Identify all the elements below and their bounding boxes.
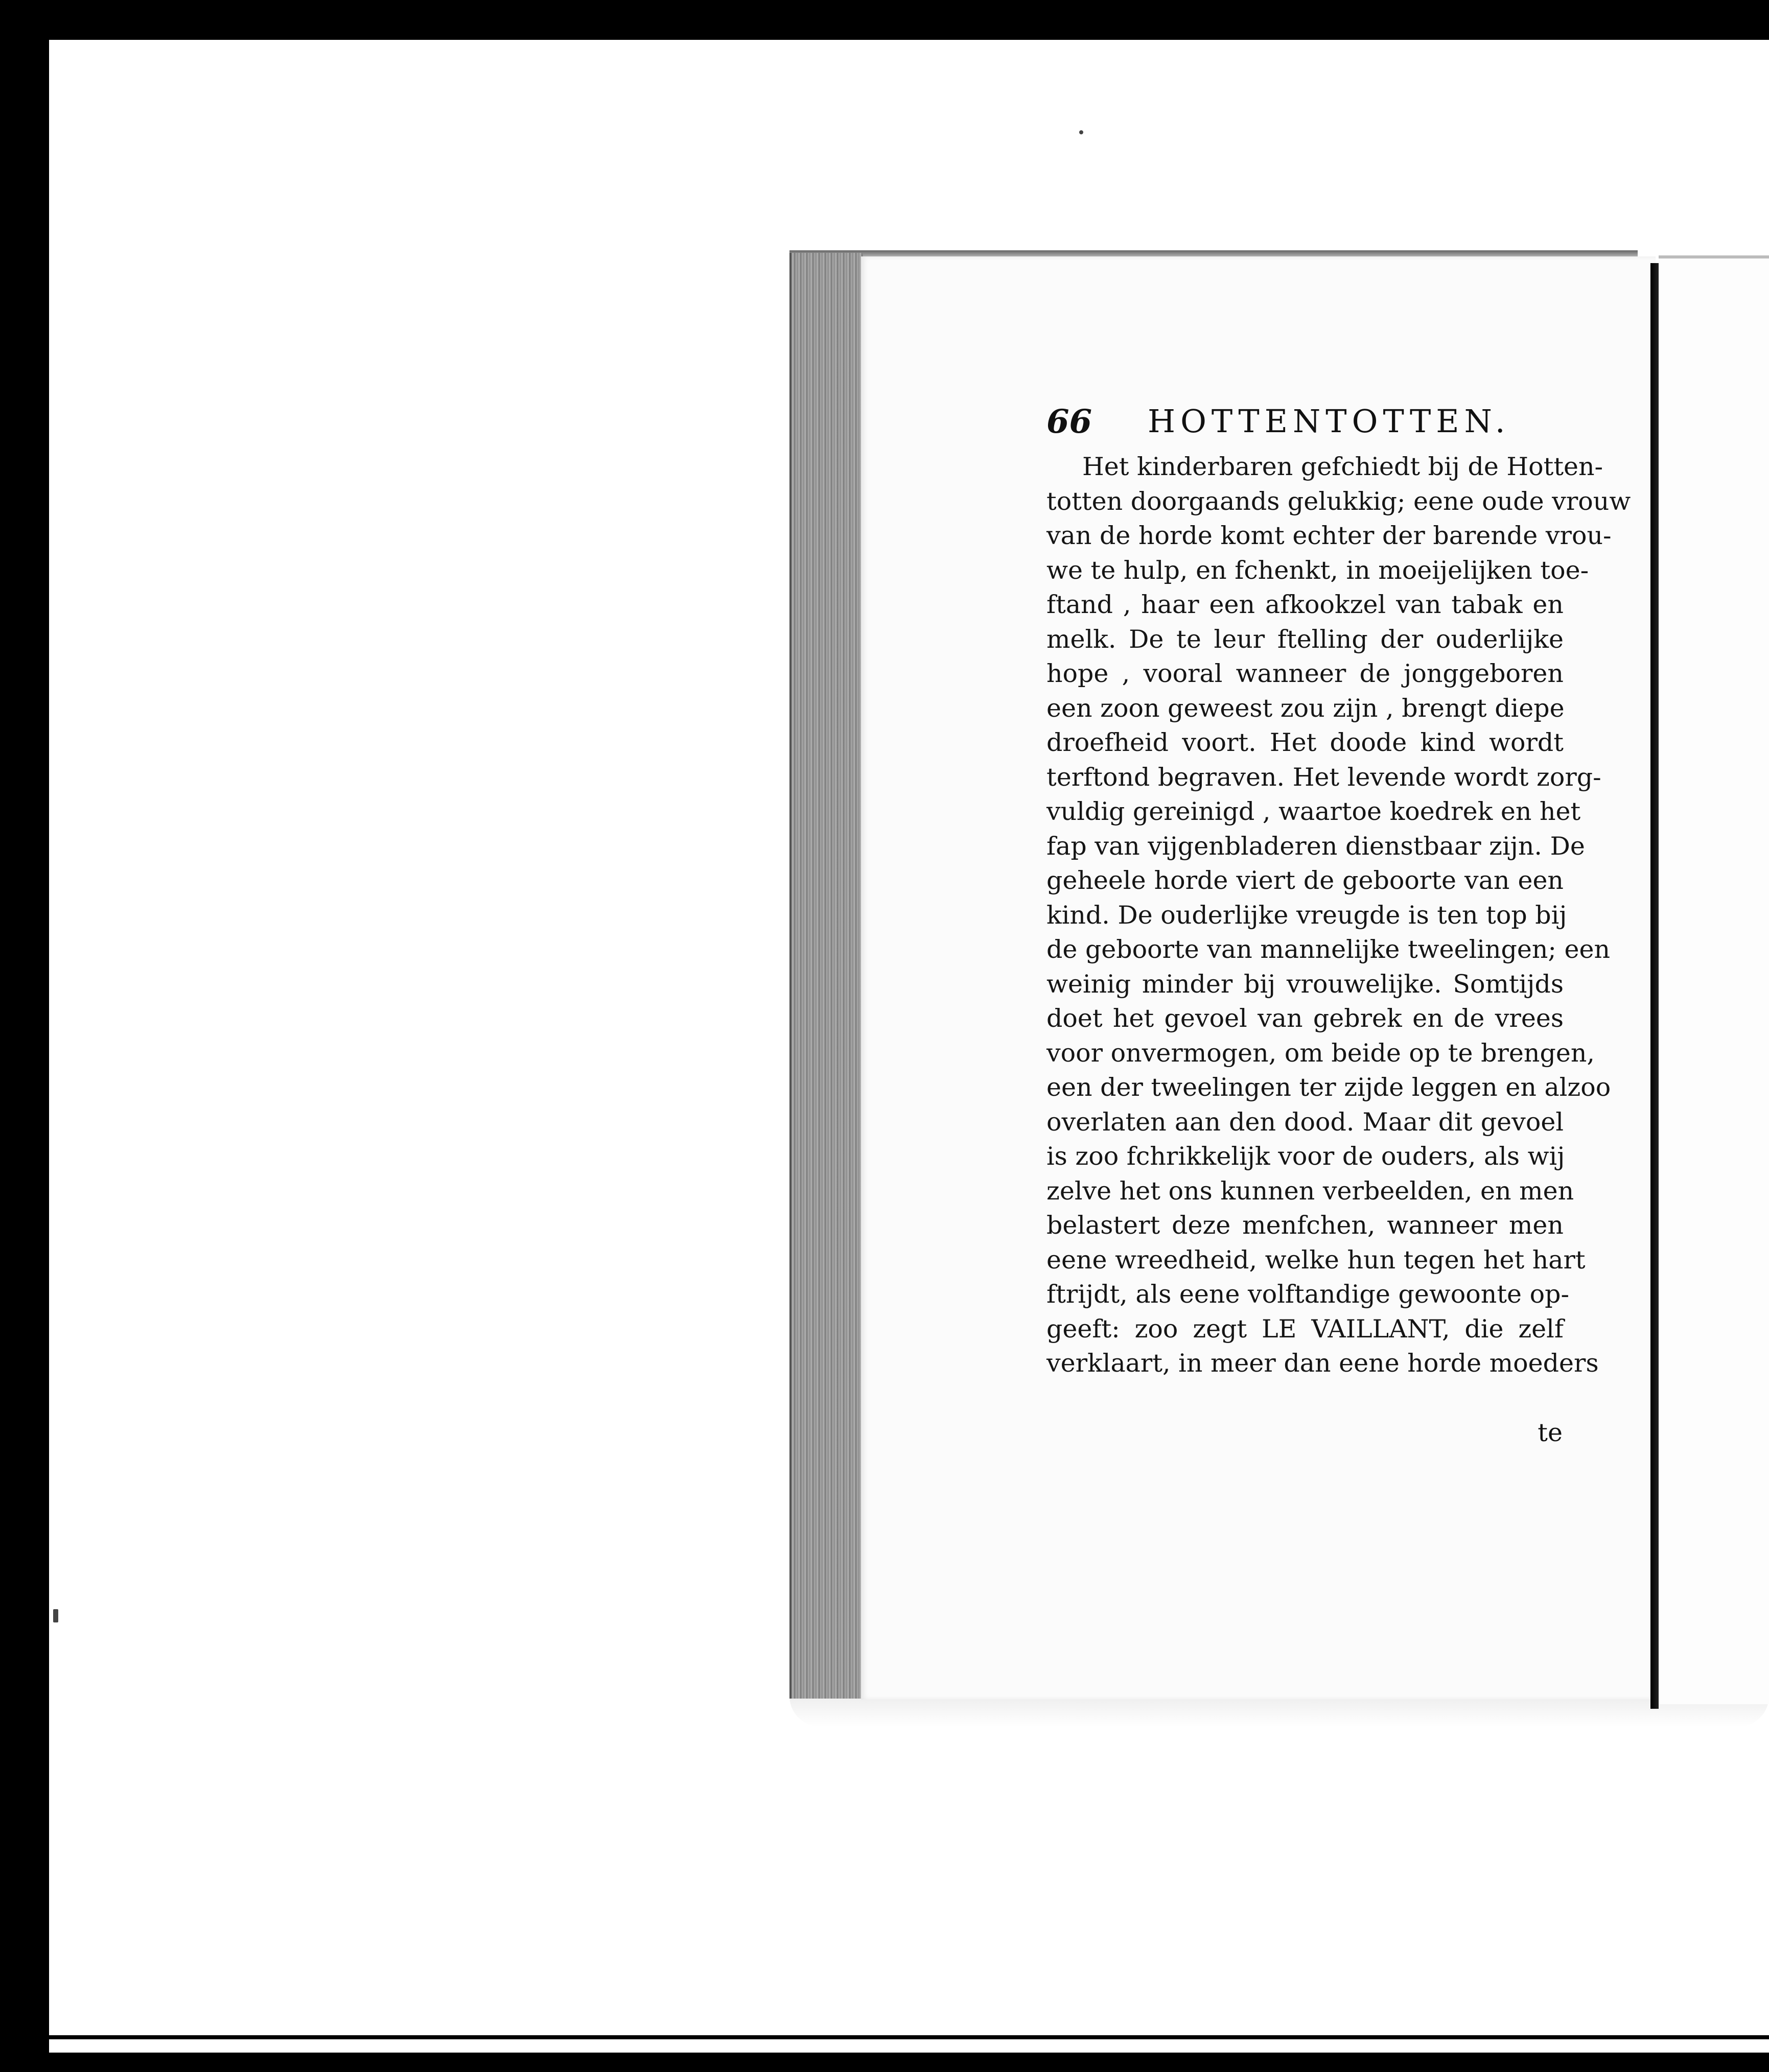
text-line: een der tweelingen ter zijde leggen en alzoo [1046,1073,1611,1102]
text-line: fap van vijgenbladeren dienstbaar zijn. De [1046,831,1585,861]
scan-speck [53,1609,58,1622]
catchword: te [1538,1418,1563,1447]
facing-page-edge [1659,255,1769,1704]
scan-speck [1079,130,1083,134]
page-edges [789,253,863,1699]
text-line: doet het gevoel van gebrek en de vrees [1046,1004,1564,1033]
page-header [1046,398,1564,444]
text-line: totten doorgaands gelukkig; eene oude vrouw [1046,486,1631,516]
text-line: eene wreedheid, welke hun tegen het hart [1046,1245,1586,1275]
text-line: hope , vooral wanneer de jonggeboren [1046,659,1564,688]
text-line: geheele horde viert de geboorte van een [1046,866,1564,895]
text-line: een zoon geweest zou zijn , brengt diepe [1046,693,1565,723]
text-line: ftand , haar een afkookzel van tabak en [1046,590,1564,619]
text-line: vuldig gereinigd , waartoe koedrek en het [1046,797,1581,826]
scan-border-bottom [0,2053,1769,2072]
text-line: overlaten aan den dood. Maar dit gevoel [1046,1107,1564,1137]
text-line: is zoo fchrikkelijk voor de ouders, als wij [1046,1142,1565,1171]
text-line: belastert deze menfchen, wanneer men [1046,1211,1564,1240]
text-line: we te hulp, en fchenkt, in moeijelijken toe- [1046,555,1589,585]
text-line: melk. De te leur ftelling der ouderlijke [1046,624,1564,654]
text-line: geeft: zoo zegt LE VAILLANT, die zelf [1046,1314,1564,1344]
scan-border-left [0,0,49,2072]
text-line: de geboorte van mannelijke tweelingen; een [1046,935,1611,964]
text-line: verklaart, in meer dan eene horde moeders [1046,1349,1599,1378]
text-line: weinig minder bij vrouwelijke. Somtijds [1046,969,1564,999]
book-gutter [1650,263,1659,1709]
text-line: ftrijdt, als eene volftandige gewoonte op- [1046,1280,1570,1309]
text-line: voor onvermogen, om beide op te brengen, [1046,1038,1595,1068]
text-line: van de horde komt echter der barende vrou- [1046,521,1612,550]
text-line: zelve het ons kunnen verbeelden, en men [1046,1176,1574,1206]
text-line: terftond begraven. Het levende wordt zorg- [1046,762,1601,792]
text-line: droefheid voort. Het doode kind wordt [1046,728,1564,757]
text-line: kind. De ouderlijke vreugde is ten top bij [1046,900,1567,930]
page-number: 66 [1046,403,1092,441]
body-text [1046,450,1631,1381]
text-line: Het kinderbaren gefchiedt bij de Hotten- [1082,452,1603,481]
scan-border-top [0,0,1769,40]
running-head: HOTTENTOTTEN. [1148,403,1510,440]
